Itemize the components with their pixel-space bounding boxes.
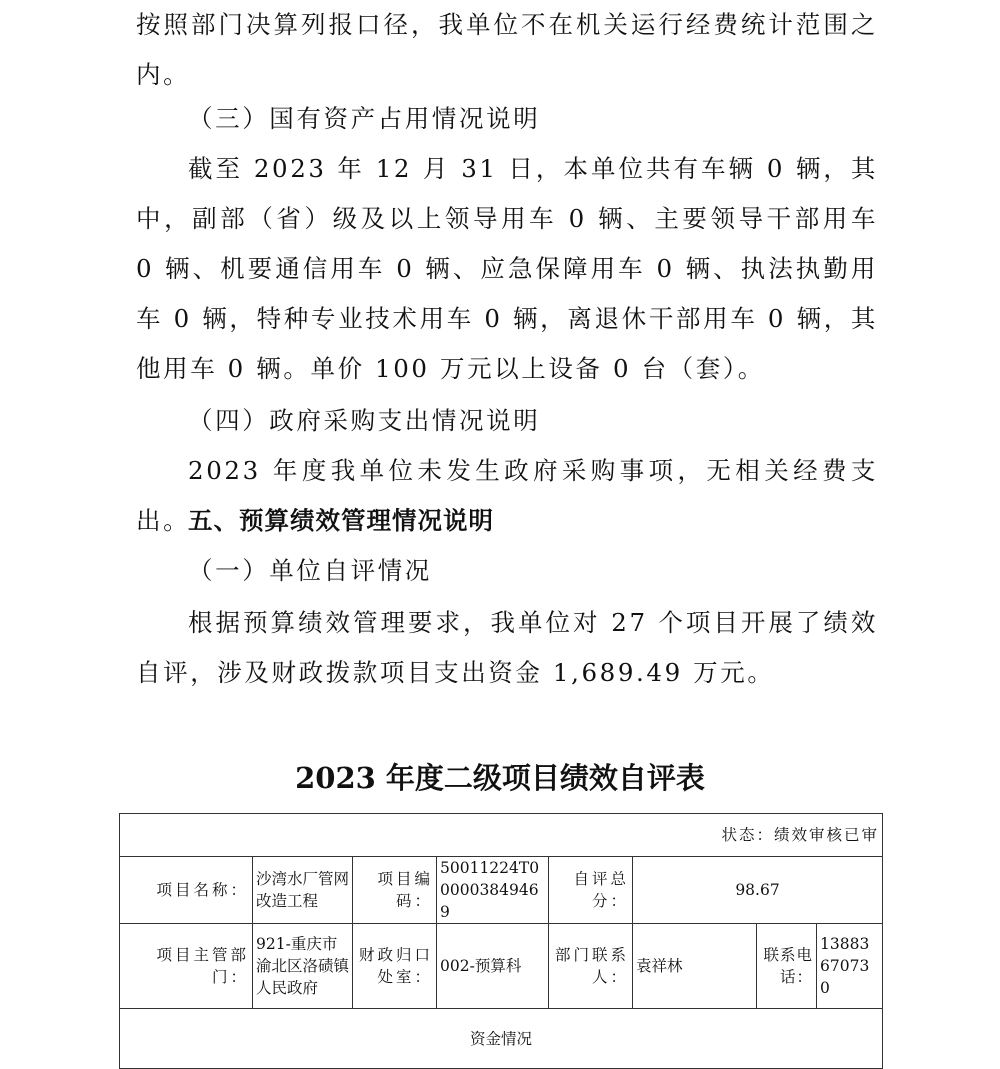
table-row-funds — [120, 1009, 883, 1069]
heading-asset-usage: （三）国有资产占用情况说明 — [188, 104, 541, 133]
self-score-label: 自评总分： — [549, 857, 633, 924]
table-row-status — [120, 814, 883, 857]
project-code-value: 50011224T000003849469 — [437, 857, 549, 924]
contact-person-value: 袁祥林 — [633, 924, 757, 1009]
table-row-department — [120, 924, 883, 1009]
paragraph-self-evaluation: 根据预算绩效管理要求，我单位对 27 个项目开展了绩效自评，涉及财政拨款项目支出资金 1,689.49 万元。 — [136, 608, 878, 687]
heading-section-5: 五、预算绩效管理情况说明 — [188, 506, 494, 535]
self-score-value: 98.67 — [633, 857, 883, 924]
project-name-value: 沙湾水厂管网改造工程 — [253, 857, 353, 924]
finance-office-label: 财政归口处室： — [353, 924, 437, 1009]
project-code-label: 项目编码： — [353, 857, 437, 924]
contact-person-label: 部门联系人： — [549, 924, 633, 1009]
phone-label: 联系电话： — [757, 924, 817, 1009]
funds-section-label: 资金情况 — [120, 1009, 883, 1069]
department-value: 921-重庆市渝北区洛碛镇人民政府 — [253, 924, 353, 1009]
table-row-project — [120, 857, 883, 924]
paragraph-admin-expense: 按照部门决算列报口径，我单位不在机关运行经费统计范围之内。 — [136, 10, 878, 89]
status-cell: 状态：绩效审核已审 — [120, 814, 883, 857]
paragraph-asset-usage: 截至 2023 年 12 月 31 日，本单位共有车辆 0 辆，其中，副部（省）级及以上领导用车 0 辆、主要领导干部用车 0 辆、机要通信用车 0 辆、应急保障用车 0 辆、执法执勤用车 0 辆，特种专业技术用车 0 辆，离退休干部用车 0 辆，其他用车 0 辆。单价 100 万元以上设备 0 台（套）。 — [136, 154, 878, 383]
finance-office-value: 002-预算科 — [437, 924, 549, 1009]
heading-gov-purchase: （四）政府采购支出情况说明 — [188, 406, 541, 435]
paragraph-gov-purchase: 2023 年度我单位未发生政府采购事项，无相关经费支出。 — [136, 456, 878, 535]
table-title: 2023 年度二级项目绩效自评表 — [295, 761, 705, 795]
project-name-label: 项目名称： — [120, 857, 253, 924]
self-evaluation-table — [119, 813, 883, 1069]
heading-self-evaluation: （一）单位自评情况 — [188, 556, 432, 585]
phone-value: 13883670730 — [817, 924, 883, 1009]
department-label: 项目主管部门： — [120, 924, 253, 1009]
